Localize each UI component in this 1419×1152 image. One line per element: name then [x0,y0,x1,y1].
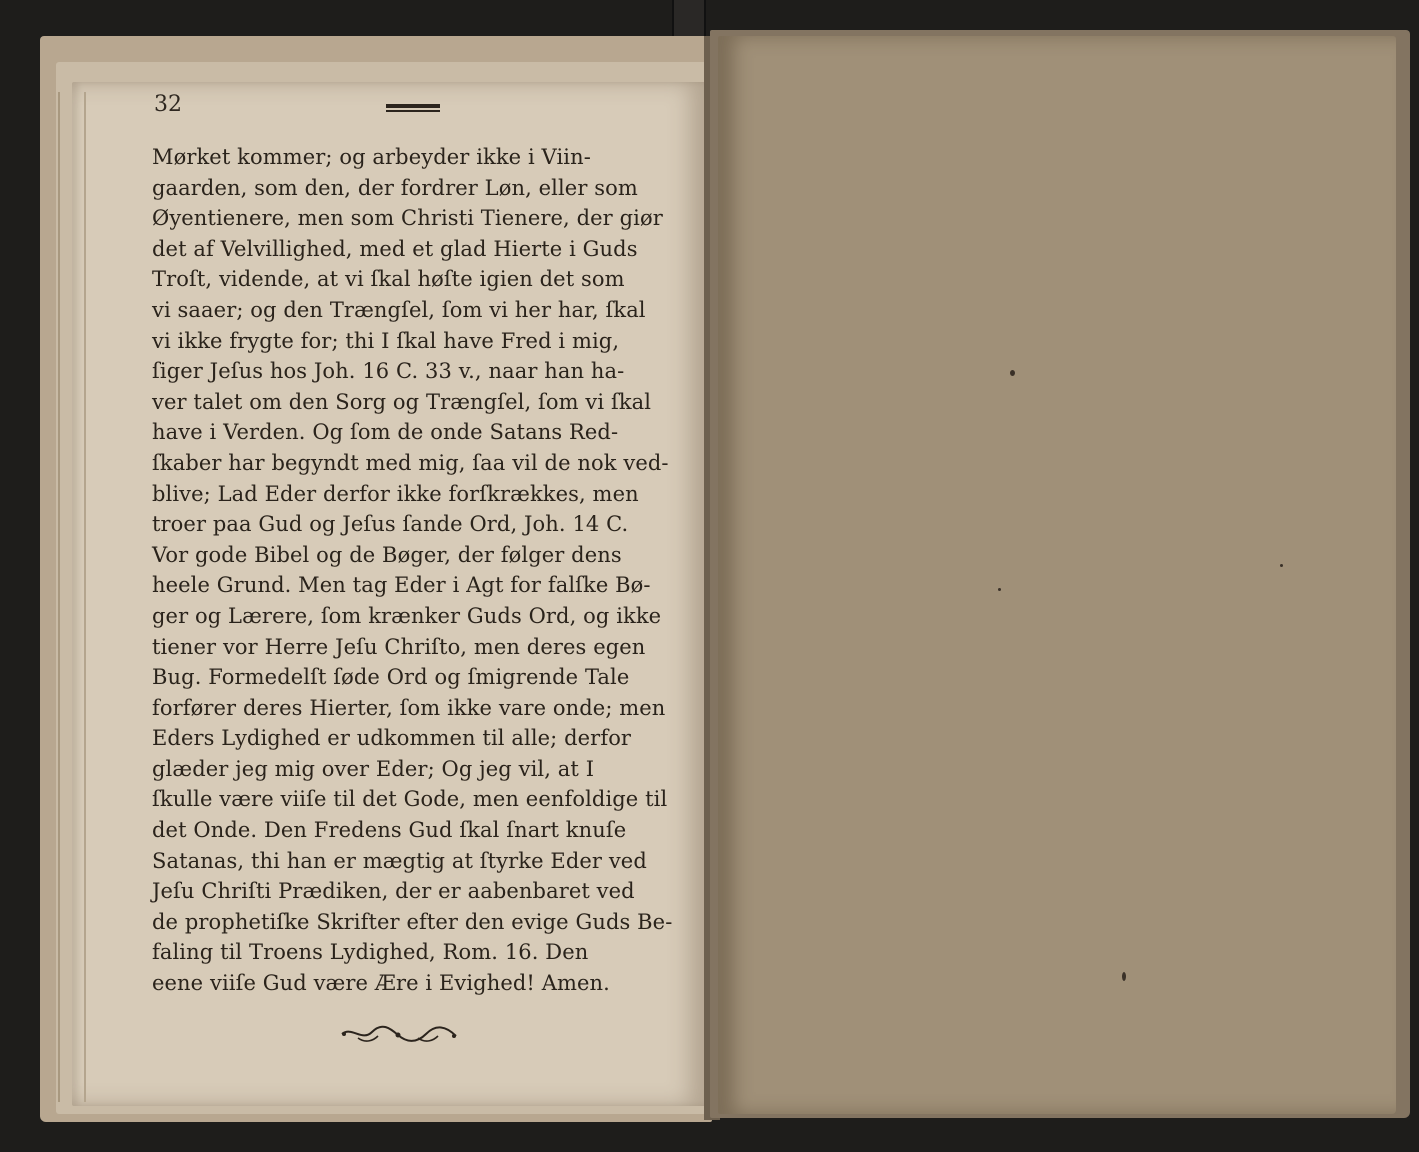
text-line: ver talet om den Sorg og Trængſel, ſom vi ſkal [152,389,652,414]
text-line: ſkulle være viiſe til det Gode, men eenfoldige til [152,787,668,812]
text-line: troer paa Gud og Jeſus ſande Ord, Joh. 14 C. [152,512,629,537]
right-blank-page [718,36,1396,1114]
text-line: Vor gode Bibel og de Bøger, der følger dens [152,542,622,567]
text-line: Bug. Formedelſt ſøde Ord og ſmigrende Tale [152,665,630,690]
paper-speck [1280,564,1283,567]
text-line: det Onde. Den Fredens Gud ſkal ſnart knuſe [152,818,627,843]
text-line: eene viiſe Gud være Ære i Evighed! Amen. [152,971,610,996]
paper-speck [1122,972,1126,981]
text-line: Troſt, vidende, at vi ſkal høſte igien det som [152,267,625,292]
paper-speck [998,588,1001,591]
text-line: heele Grund. Men tag Eder i Agt for falſke Bø- [152,573,651,598]
text-line: det af Velvillighed, med et glad Hierte i Guds [152,236,638,261]
text-line: Øyentienere, men som Christi Tienere, der giør [152,206,663,231]
text-line: forfører deres Hierter, ſom ikke vare onde; men [152,695,666,720]
text-line: Eders Lydighed er udkommen til alle; derfor [152,726,632,751]
text-line: faling til Troens Lydighed, Rom. 16. Den [152,940,589,965]
text-line: gaarden, som den, der fordrer Løn, eller som [152,175,638,200]
text-line: ſiger Jeſus hos Joh. 16 C. 33 v., naar han ha- [152,359,625,384]
text-line: blive; Lad Eder derfor ikke forſkrækkes, men [152,481,639,506]
page-number: 32 [154,92,182,117]
text-line: de prophetiſke Skrifter efter den evige Guds Be- [152,909,673,934]
page-edge-lines [58,92,86,1102]
text-line: vi ikke frygte for; thi I ſkal have Fred i mig, [152,328,620,353]
text-line: have i Verden. Og ſom de onde Satans Red- [152,420,619,445]
header-rule [386,104,440,108]
text-line: Jeſu Chriſti Prædiken, der er aabenbaret ved [152,879,635,904]
text-line: Mørket kommer; og arbeyder ikke i Viin- [152,145,591,169]
tailpiece-ornament [338,1024,460,1046]
binding-strap [672,0,706,40]
text-line: Satanas, thi han er mægtig at ſtyrke Eder ved [152,848,647,873]
text-line: tiener vor Herre Jeſu Chriſto, men deres egen [152,634,646,659]
text-line: glæder jeg mig over Eder; Og jeg vil, at I [152,756,595,781]
page-text [152,142,672,999]
paper-speck [1010,370,1015,376]
text-line: vi saaer; og den Trængſel, ſom vi her har, ſkal [152,297,646,322]
text-line: ger og Lærere, ſom krænker Guds Ord, og ikke [152,603,662,628]
text-line: ſkaber har begyndt med mig, ſaa vil de nok ved- [152,450,669,475]
